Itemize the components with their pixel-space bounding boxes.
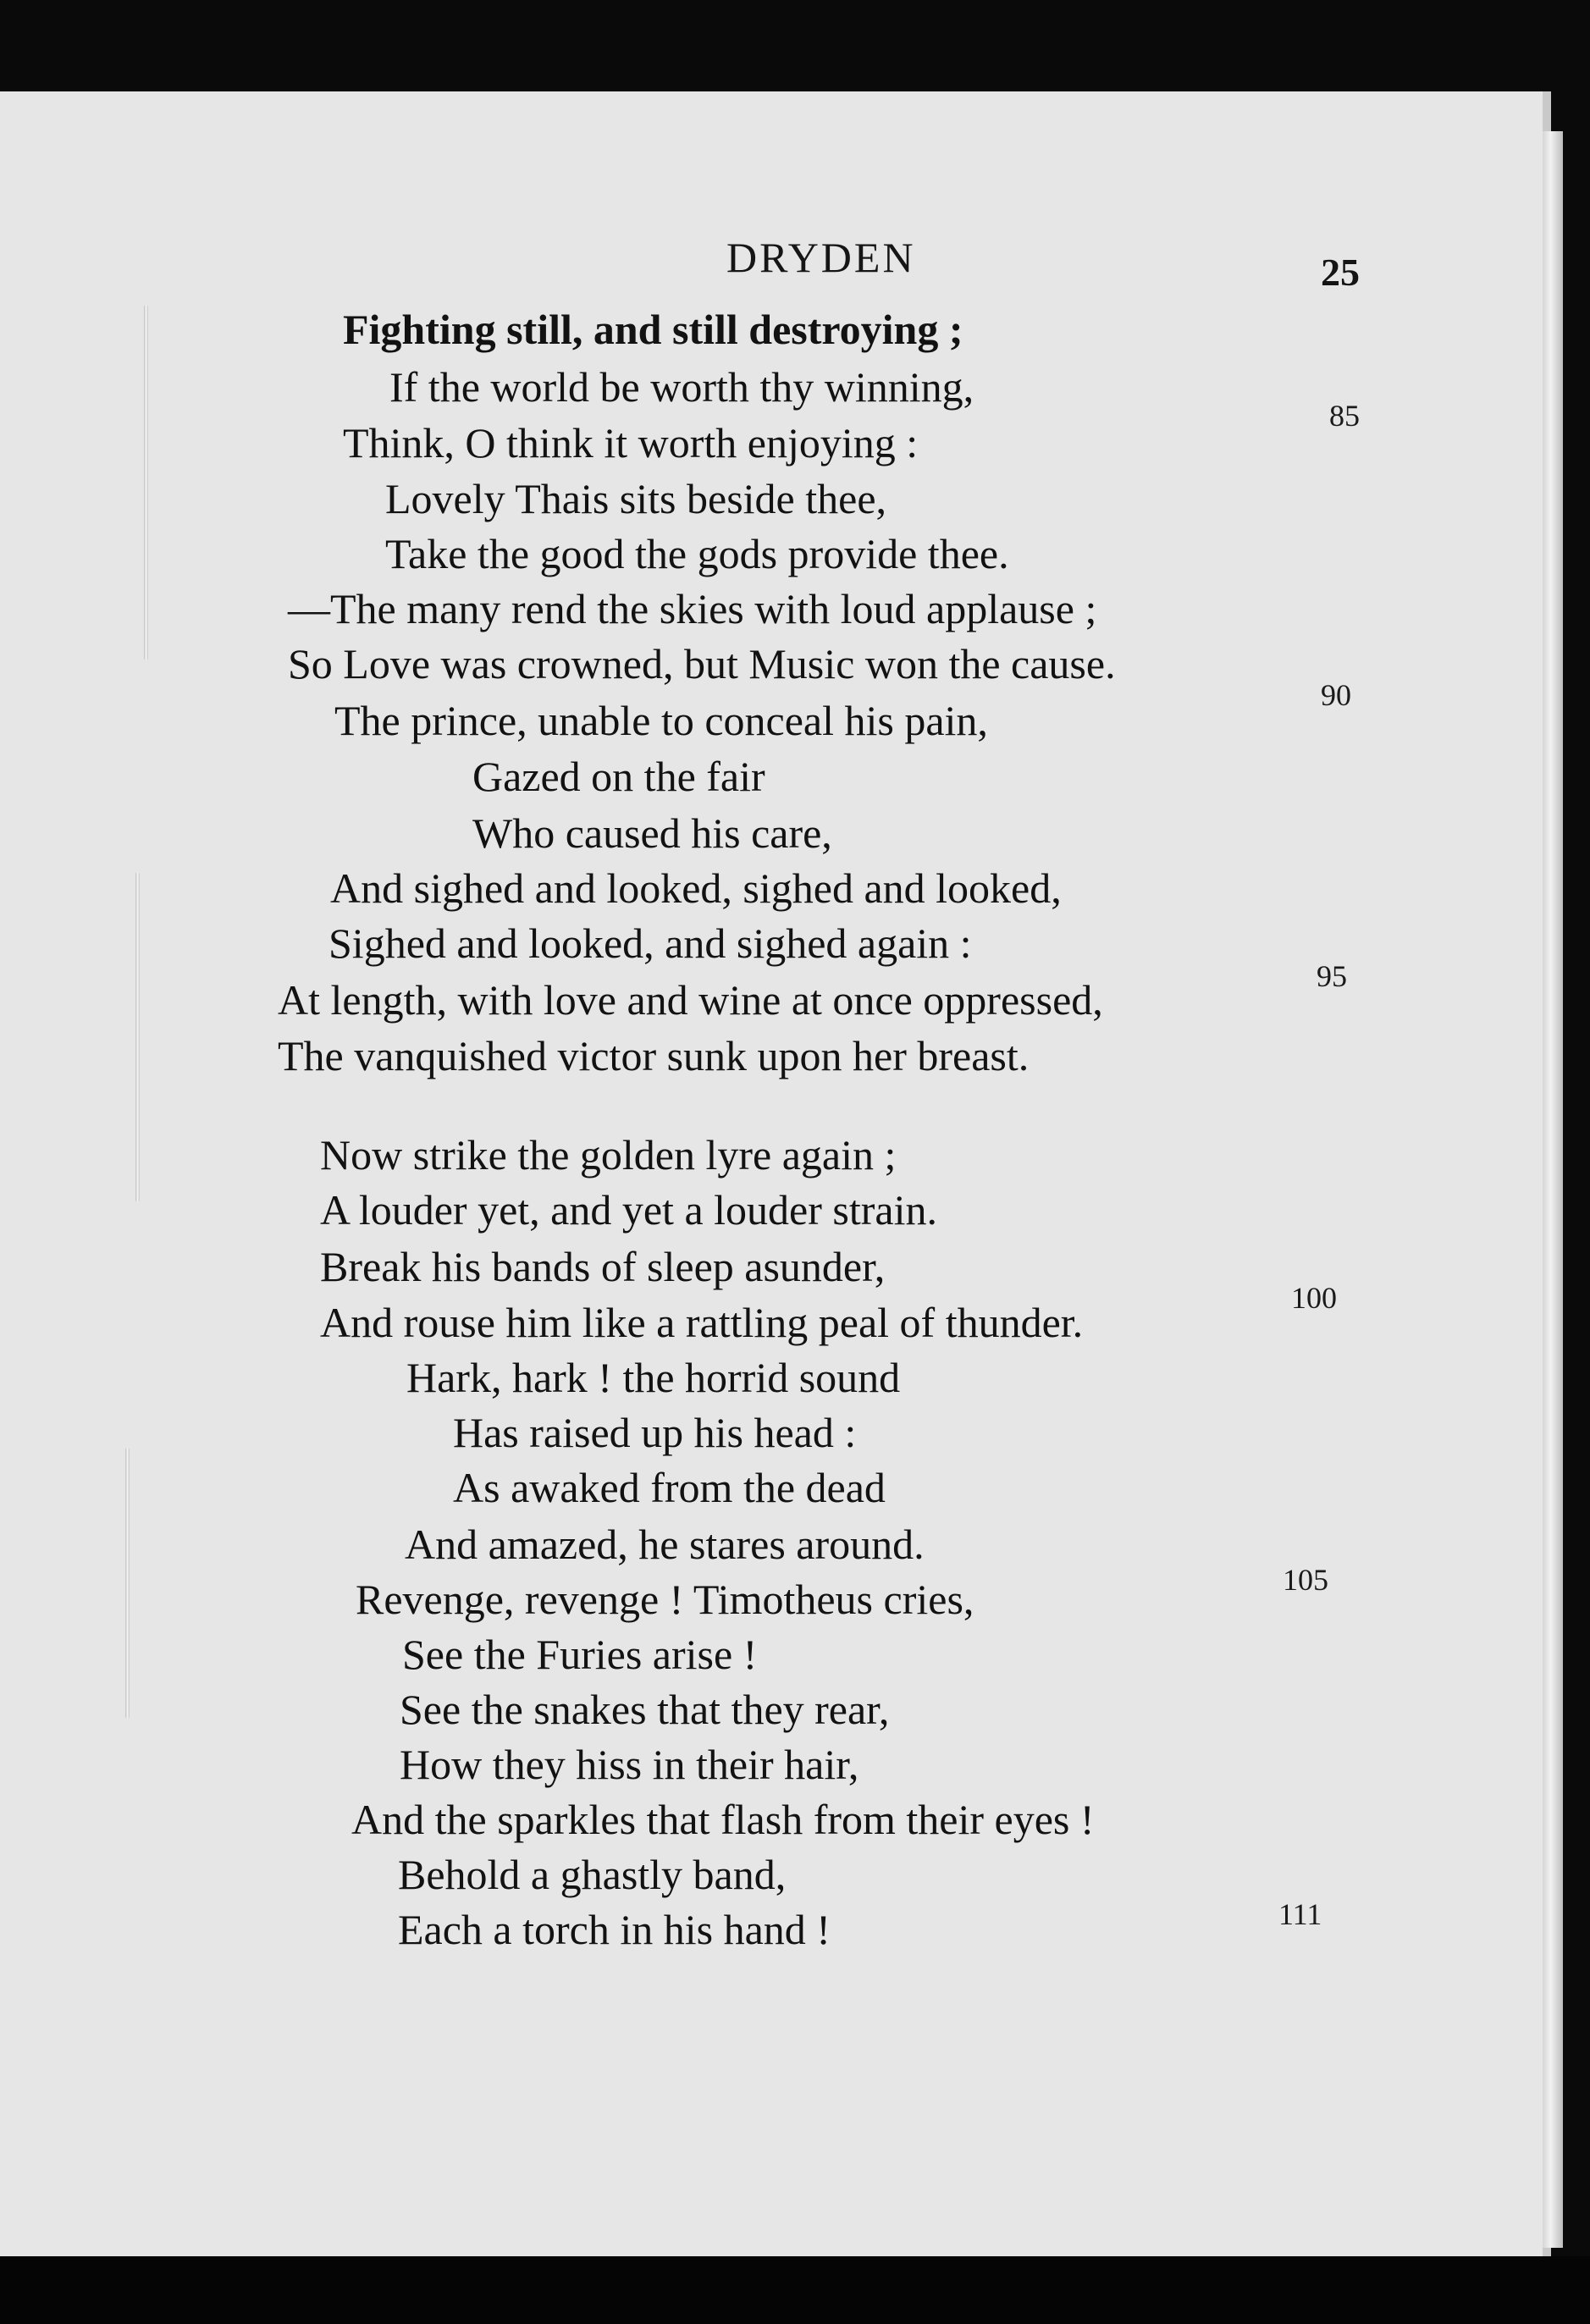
line-number: 111: [1278, 1897, 1322, 1931]
verse-line: And rouse him like a rattling peal of thunder.: [320, 1299, 1084, 1346]
verse-line: So Love was crowned, but Music won the cause.: [288, 640, 1116, 687]
binding-mark: [144, 305, 148, 660]
verse-line: Take the good the gods provide thee.: [385, 530, 1009, 577]
verse-line: See the Furies arise !: [402, 1631, 758, 1678]
verse-line: Lovely Thais sits beside thee,: [385, 475, 887, 522]
line-number: 100: [1291, 1281, 1337, 1315]
verse-line: Now strike the golden lyre again ;: [320, 1131, 897, 1179]
line-number: 105: [1283, 1563, 1328, 1597]
scan-border: [0, 2256, 1590, 2324]
page-number: 25: [1321, 251, 1360, 294]
verse-line: The vanquished victor sunk upon her breast.: [278, 1032, 1030, 1079]
verse-line: Sighed and looked, and sighed again :: [328, 919, 972, 967]
verse-line: Fighting still, and still destroying ;: [343, 306, 963, 353]
page-edge: [1543, 131, 1563, 2248]
binding-mark: [125, 1448, 130, 1719]
verse-line: At length, with love and wine at once oppressed,: [278, 976, 1103, 1024]
verse-line: Gazed on the fair: [472, 753, 765, 800]
verse-line: Who caused his care,: [472, 809, 832, 857]
verse-line: Break his bands of sleep asunder,: [320, 1243, 886, 1290]
running-head: DRYDEN: [726, 234, 916, 281]
verse-line: As awaked from the dead: [453, 1464, 886, 1511]
binding-mark: [135, 872, 140, 1202]
verse-line: How they hiss in their hair,: [400, 1741, 859, 1788]
verse-line: And the sparkles that flash from their eyes !: [351, 1796, 1095, 1843]
line-number: 85: [1329, 399, 1360, 433]
verse-line: Has raised up his head :: [453, 1409, 857, 1456]
verse-line: A louder yet, and yet a louder strain.: [320, 1186, 937, 1234]
verse-line: —The many rend the skies with loud applause ;: [288, 585, 1097, 632]
verse-line: See the snakes that they rear,: [400, 1686, 890, 1733]
verse-line: Each a torch in his hand !: [398, 1906, 831, 1953]
verse-line: Behold a ghastly band,: [398, 1851, 787, 1898]
verse-line: Think, O think it worth enjoying :: [343, 419, 919, 466]
verse-line: Hark, hark ! the horrid sound: [406, 1354, 901, 1401]
verse-line: And sighed and looked, sighed and looked,: [330, 864, 1062, 912]
verse-line: Revenge, revenge ! Timotheus cries,: [356, 1576, 974, 1623]
line-number: 90: [1321, 678, 1351, 712]
verse-line: And amazed, he stares around.: [405, 1521, 925, 1568]
verse-line: The prince, unable to conceal his pain,: [334, 697, 988, 744]
verse-line: If the world be worth thy winning,: [389, 363, 974, 411]
line-number: 95: [1317, 959, 1347, 993]
